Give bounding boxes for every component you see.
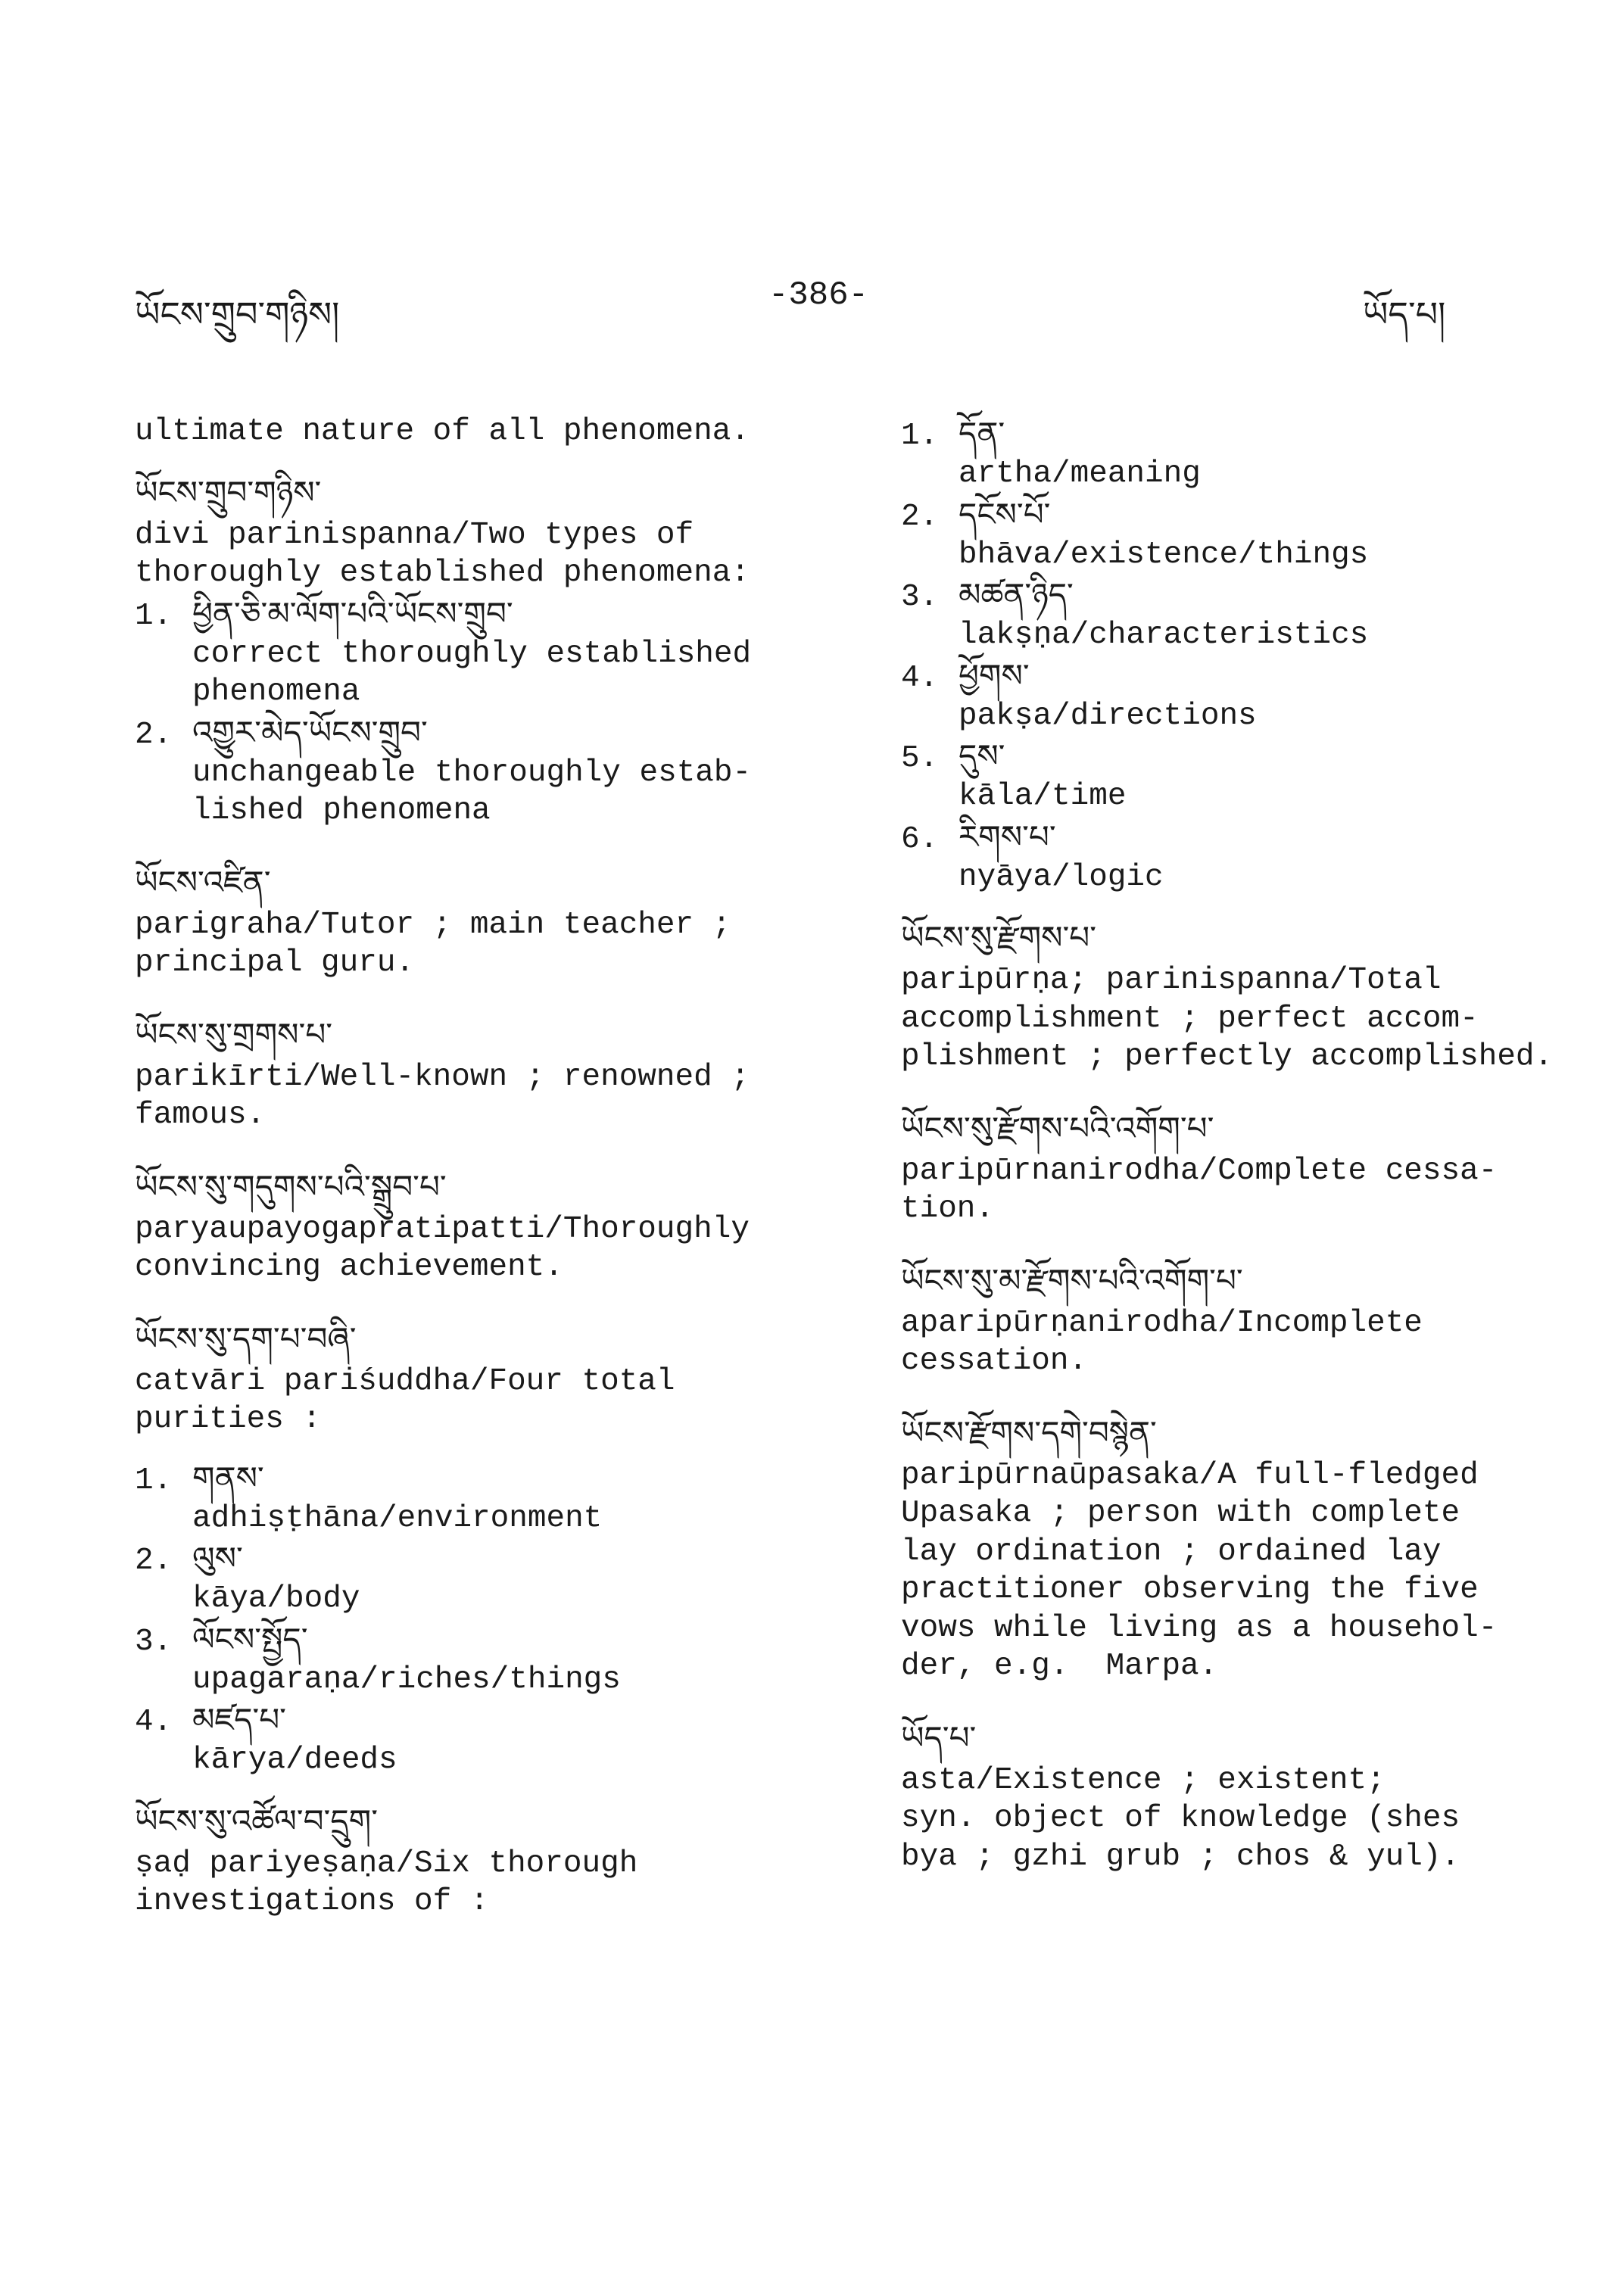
list-item-tibetan: གནས་ <box>192 1459 264 1497</box>
entry-definition: asta/Existence ; existent; syn. object of knowledge (shes bya ; gzhi grub ; chos & yul). <box>901 1762 1460 1874</box>
list-item-tibetan: ཕྱོགས་ <box>959 656 1030 694</box>
right-column <box>901 413 1582 1876</box>
list-item-text: kāla/time <box>959 779 1127 814</box>
list-item <box>901 494 1582 575</box>
list-item-number: 5. <box>901 741 939 776</box>
list-item-text: upagaraṇa/riches/things <box>192 1662 621 1697</box>
entry-definition: paripūrnanirodha/Complete cessa- tion. <box>901 1153 1498 1226</box>
entry-definition: paripūrnaūpasaka/A full-fledged Upasaka ; person with complete lay ordination ; ordained lay practitioner observing the five vows while living as a househol- der, e.g. Marpa. <box>901 1457 1498 1684</box>
list-item-text: lakṣṇa/characteristics <box>959 618 1369 653</box>
list-item-text: nyāya/logic <box>959 859 1164 895</box>
list-item <box>135 593 816 712</box>
list-item <box>901 816 1582 897</box>
list-item <box>901 655 1582 736</box>
list-item-number: 3. <box>135 1624 173 1659</box>
entry-definition: catvāri pariśuddha/Four total purities : <box>135 1363 675 1437</box>
list-item <box>901 574 1582 655</box>
list-item-text: artha/meaning <box>959 456 1201 491</box>
list-item-number: 4. <box>135 1705 173 1740</box>
list-item-text: kārya/deeds <box>192 1743 397 1777</box>
list-item <box>135 1618 816 1699</box>
list-item <box>135 712 816 830</box>
list-item-text: bhāva/existence/things <box>959 537 1369 572</box>
list-item-tibetan: འགྱུར་མེད་ཡོངས་གྲུབ་ <box>192 713 428 751</box>
list-item-number: 2. <box>135 1544 173 1578</box>
list-item-number: 4. <box>901 660 939 696</box>
list-item-number: 3. <box>901 580 939 615</box>
list-item-text: adhiṣṭhāna/environment <box>192 1500 603 1536</box>
entry-definition: aparipūrṇanirodha/Incomplete cessation. <box>901 1305 1423 1379</box>
entry-headword-tibetan: ཡོངས་འཛིན་ <box>135 863 271 901</box>
list-item-tibetan: མཚན་ཉིད་ <box>959 576 1074 613</box>
entry-headword-tibetan: ཡོངས་སུ་དག་པ་བཞི་ <box>135 1319 357 1357</box>
list-item <box>135 1457 816 1538</box>
entry-definition: paryaupayogapratipatti/Thoroughly convincing achievement. <box>135 1211 750 1285</box>
list-item-number: 1. <box>135 1463 173 1498</box>
list-item-tibetan: ཕྱིན་ཅི་མ་ལོག་པའི་ཡོངས་གྲུབ་ <box>192 594 513 632</box>
list-item <box>901 735 1582 816</box>
list-item-number: 1. <box>135 598 173 634</box>
list-item <box>135 1537 816 1618</box>
list-item-number: 6. <box>901 821 939 857</box>
list-item <box>135 1699 816 1780</box>
list-item-tibetan: རིགས་པ་ <box>959 818 1056 855</box>
entry-headword-tibetan: ཡོངས་རྫོགས་དགེ་བསྙེན་ <box>901 1413 1157 1451</box>
entry-continuation: ultimate nature of all phenomena. <box>135 414 750 449</box>
list-item-text: kāya/body <box>192 1581 360 1616</box>
list-item-number: 2. <box>135 717 173 752</box>
entry-definition: parikīrti/Well-known ; renowned ; famous. <box>135 1059 750 1132</box>
running-head-right: ཡོད་པ། <box>1363 294 1446 335</box>
list-item-number: 2. <box>901 499 939 534</box>
entry-definition: divi parinispanna/Two types of thoroughly established phenomena: <box>135 517 750 590</box>
running-head-left: ཡོངས་གྲུབ་གཉིས། <box>135 294 340 335</box>
entry-headword-tibetan: ཡོངས་གྲུབ་གཉིས་ <box>135 473 322 511</box>
entry-definition: ṣaḍ pariyeṣaṇa/Six thorough investigations of : <box>135 1846 638 1919</box>
list-item-text: pakṣa/directions <box>959 698 1257 734</box>
list-item-tibetan: དངོས་པོ་ <box>959 495 1051 533</box>
list-item-tibetan: ལུས་ <box>192 1540 243 1577</box>
list-item-text: correct thoroughly established phenomena <box>192 636 752 709</box>
left-column <box>135 413 816 1921</box>
list-item-number: 1. <box>901 419 939 453</box>
entry-headword-tibetan: ཡོངས་སུ་མ་རྫོགས་པའི་འགོག་པ་ <box>901 1261 1243 1299</box>
entry-headword-tibetan: ཡོངས་སུ་གདུགས་པའི་སྒྲུབ་པ་ <box>135 1167 447 1205</box>
list-item-tibetan: ལོངས་སྤྱོད་ <box>192 1620 308 1658</box>
entry-headword-tibetan: ཡོངས་སུ་རྫོགས་པ་ <box>901 919 1097 956</box>
entry-definition: paripūrṇa; parinispanna/Total accomplishment ; perfect accom- plishment ; perfectly accomplished. <box>901 963 1554 1074</box>
list-item-tibetan: དོན་ <box>959 415 1005 452</box>
page-number: -386- <box>768 276 869 314</box>
list-item-tibetan: དུས་ <box>959 737 1005 774</box>
entry-definition: parigraha/Tutor ; main teacher ; principal guru. <box>135 907 731 980</box>
entry-headword-tibetan: ཡོད་པ་ <box>901 1718 977 1756</box>
list-item <box>901 413 1582 494</box>
list-item-text: unchangeable thoroughly estab- lished phenomena <box>192 755 752 828</box>
list-item-tibetan: མཛད་པ་ <box>192 1701 286 1738</box>
entry-headword-tibetan: ཡོངས་སུ་རྫོགས་པའི་འགོག་པ་ <box>901 1109 1214 1147</box>
entry-headword-tibetan: ཡོངས་སུ་འཚོལ་བ་དྲུག་ <box>135 1802 379 1840</box>
entry-headword-tibetan: ཡོངས་སུ་གྲགས་པ་ <box>135 1015 333 1053</box>
